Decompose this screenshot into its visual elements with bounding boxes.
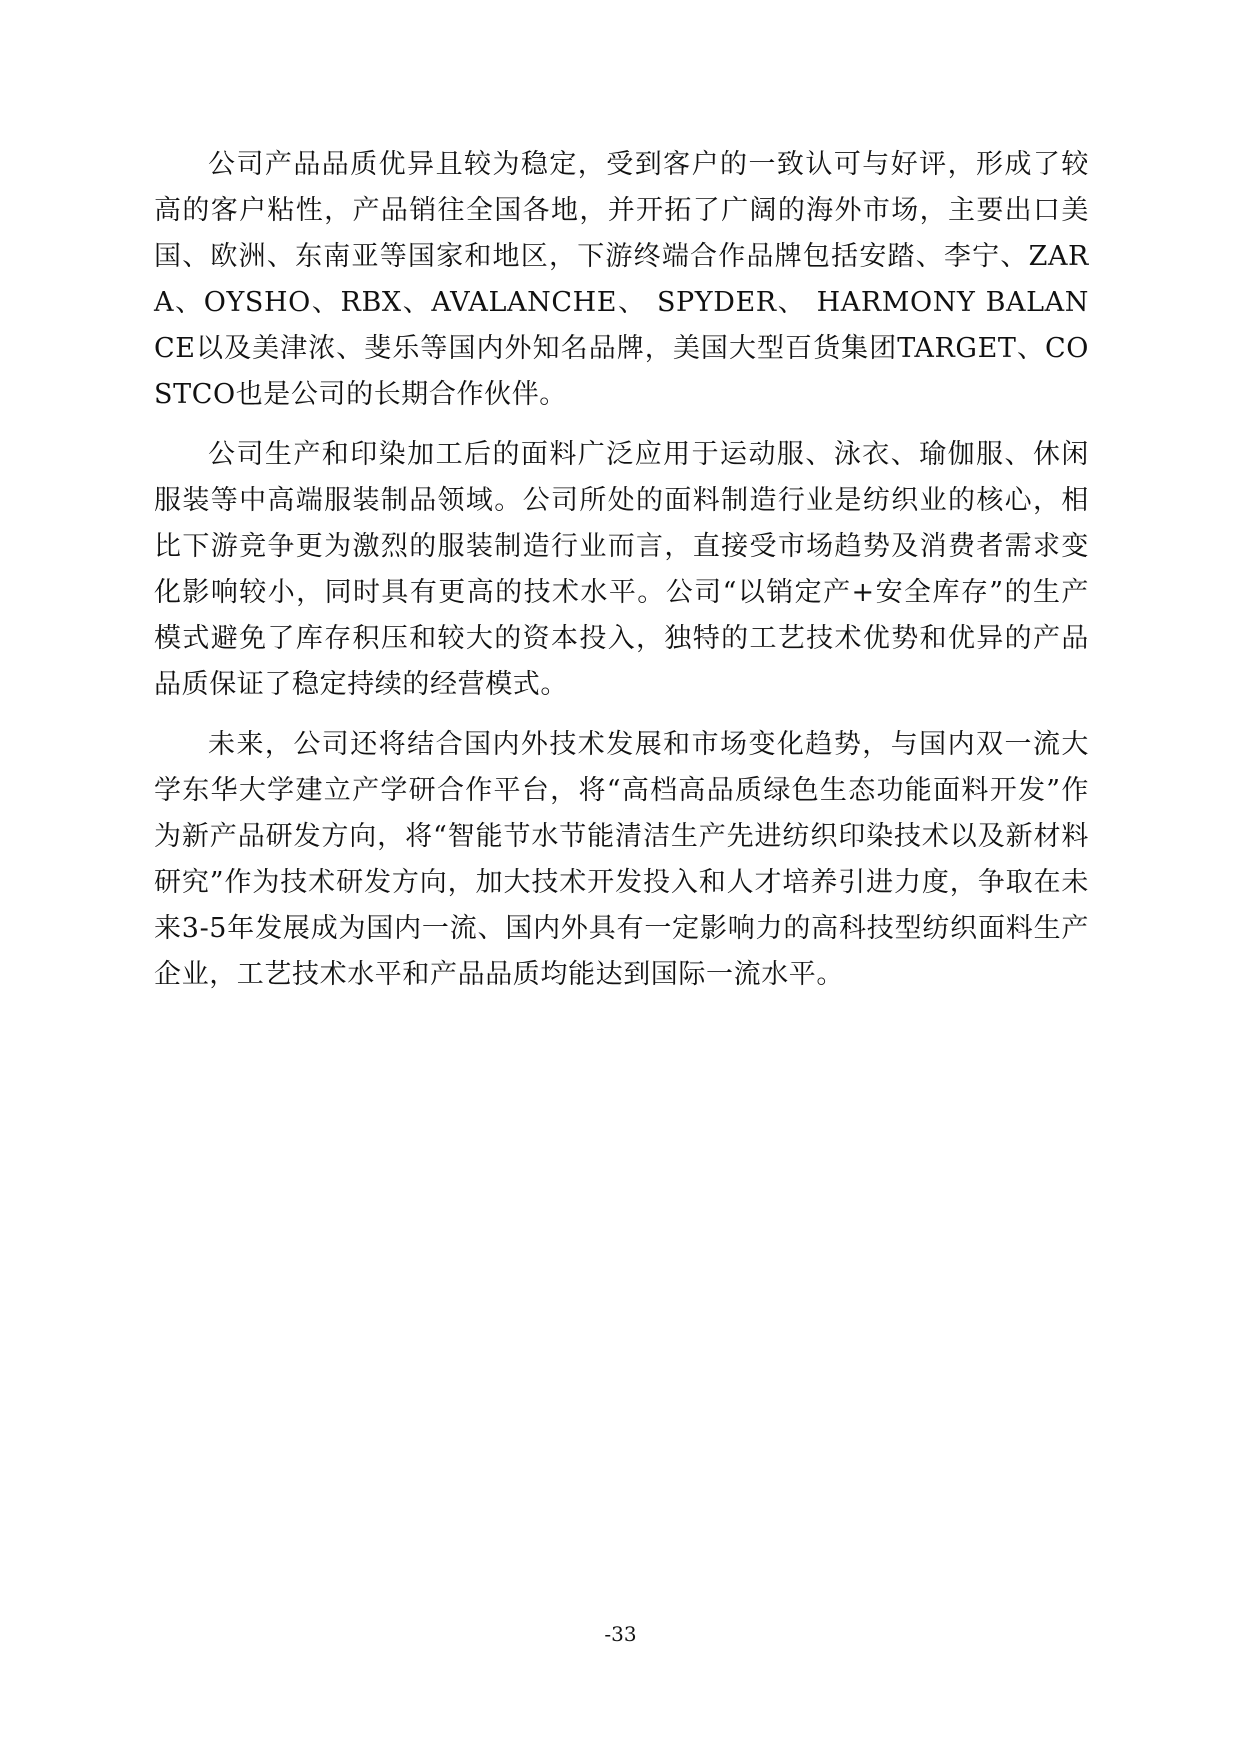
paragraph-applications-model: 公司生产和印染加工后的面料广泛应用于运动服、泳衣、瑜伽服、休闲服装等中高端服装制品领域。公司所处的面料制造行业是纺织业的核心，相比下游竞争更为激烈的服装制造行业而言，直接受市场趋势及消费者需求变化影响较小，同时具有更高的技术水平。公司“以销定产+安全库存”的生产模式避免了库存积压和较大的资本投入，独特的工艺技术优势和优异的产品品质保证了稳定持续的经营模式。 <box>154 439 1089 700</box>
paragraph-future-plans: 未来，公司还将结合国内外技术发展和市场变化趋势，与国内双一流大学东华大学建立产学研合作平台，将“高档高品质绿色生态功能面料开发”作为新产品研发方向，将“智能节水节能清洁生产先进纺织印染技术以及新材料研究”作为技术研发方向，加大技术开发投入和人才培养引进力度，争取在未来3-5年发展成为国内一流、国内外具有一定影响力的高科技型纺织面料生产企业，工艺技术水平和产品品质均能达到国际一流水平。 <box>154 729 1089 990</box>
paragraph-customers-brands: 公司产品品质优异且较为稳定，受到客户的一致认可与好评，形成了较高的客户粘性，产品销往全国各地，并开拓了广阔的海外市场，主要出口美国、欧洲、东南亚等国家和地区，下游终端合作品牌包括安踏、李宁、ZARA、OYSHO、RBX、AVALANCHE、 SPYDER、 HARMONY BALANCE以及美津浓、斐乐等国内外知名品牌，美国大型百货集团TARGET、COSTCO也是公司的长期合作伙伴。 <box>154 149 1089 410</box>
page-number: -33 <box>604 1622 637 1646</box>
body-text <box>154 142 1089 1012</box>
